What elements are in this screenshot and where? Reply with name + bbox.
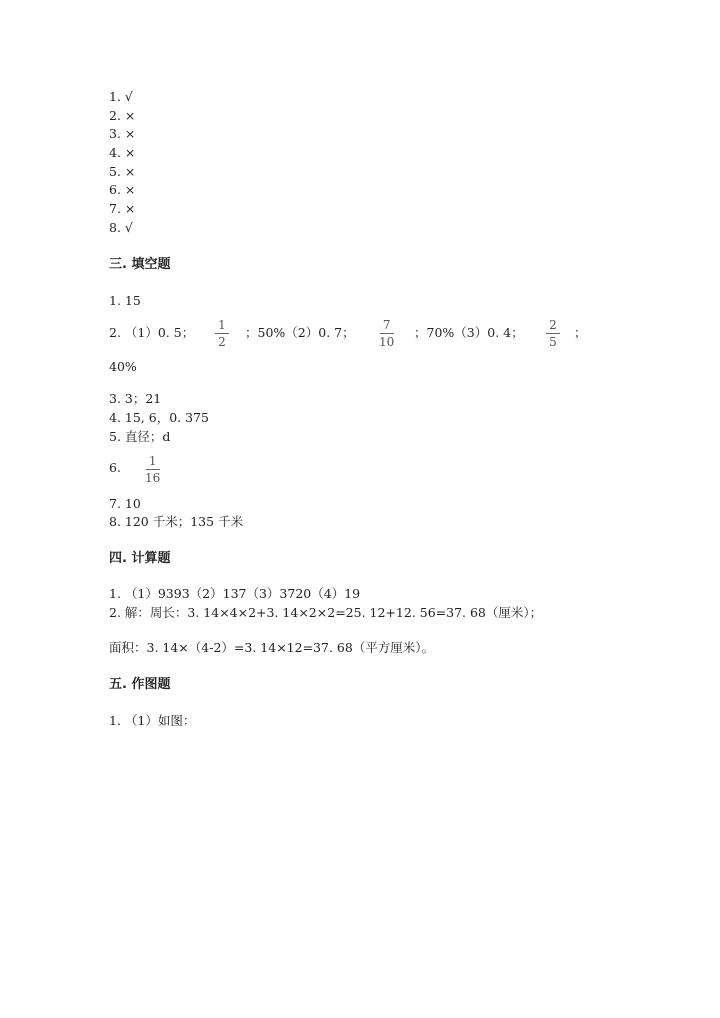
fraction-1-2 xyxy=(215,318,229,349)
fill-answer-2-part3: ；70%（3）0. 4； xyxy=(414,325,524,340)
fill-answer-1: 1. 15 xyxy=(109,293,141,308)
calc-answer-1: 1. （1）9393（2）137（3）3720（4）19 xyxy=(109,586,361,601)
fraction-bar xyxy=(215,333,229,334)
judge-answer-8: 8. √ xyxy=(109,220,133,235)
fraction-bar xyxy=(546,333,560,334)
section-5-title: 五. 作图题 xyxy=(109,677,171,692)
fraction-numerator: 1 xyxy=(218,318,226,332)
fraction-2-5 xyxy=(546,318,560,349)
fraction-denominator: 5 xyxy=(549,335,557,349)
fill-answer-6-label: 6. xyxy=(109,460,121,475)
fraction-numerator: 1 xyxy=(148,454,157,468)
fraction-7-10 xyxy=(379,318,394,349)
fill-answer-2-continuation: 40% xyxy=(109,359,137,374)
judge-answer-4: 4. × xyxy=(109,145,136,160)
fill-answer-2-part4: ； xyxy=(574,325,587,340)
judge-answer-1: 1. √ xyxy=(109,89,133,104)
judge-answer-5: 5. × xyxy=(109,164,136,179)
fill-answer-8: 8. 120 千米；135 千米 xyxy=(109,514,244,529)
fraction-1-16 xyxy=(145,454,160,485)
fill-answer-5: 5. 直径；d xyxy=(109,429,171,444)
fill-answer-2-part2: ；50%（2）0. 7； xyxy=(245,325,355,340)
judge-answer-3: 3. × xyxy=(109,126,136,141)
fill-answer-3: 3. 3；21 xyxy=(109,391,162,406)
judge-answer-6: 6. × xyxy=(109,182,136,197)
fraction-bar xyxy=(380,333,394,334)
drawing-answer-1: 1. （1）如图： xyxy=(109,713,196,728)
fraction-denominator: 2 xyxy=(218,335,226,349)
section-4-title: 四. 计算题 xyxy=(109,551,171,566)
fill-answer-2-part1: 2. （1）0. 5； xyxy=(109,325,195,340)
fill-answer-4: 4. 15, 6，0. 375 xyxy=(109,410,209,425)
calc-answer-2-area: 面积：3. 14×（4-2）=3. 14×12=37. 68（平方厘米）。 xyxy=(109,640,435,655)
calc-answer-2-perimeter: 2. 解：周长：3. 14×4×2+3. 14×2×2=25. 12+12. 56=37. 68（厘米）； xyxy=(109,605,543,620)
judge-answer-7: 7. × xyxy=(109,201,136,216)
fraction-numerator: 7 xyxy=(382,318,391,332)
fraction-numerator: 2 xyxy=(549,318,557,332)
section-3-title: 三. 填空题 xyxy=(109,257,171,272)
fraction-denominator: 16 xyxy=(145,471,161,485)
fraction-denominator: 10 xyxy=(379,335,395,349)
judge-answer-2: 2. × xyxy=(109,108,136,123)
fraction-bar xyxy=(146,469,160,470)
fill-answer-7: 7. 10 xyxy=(109,496,141,511)
